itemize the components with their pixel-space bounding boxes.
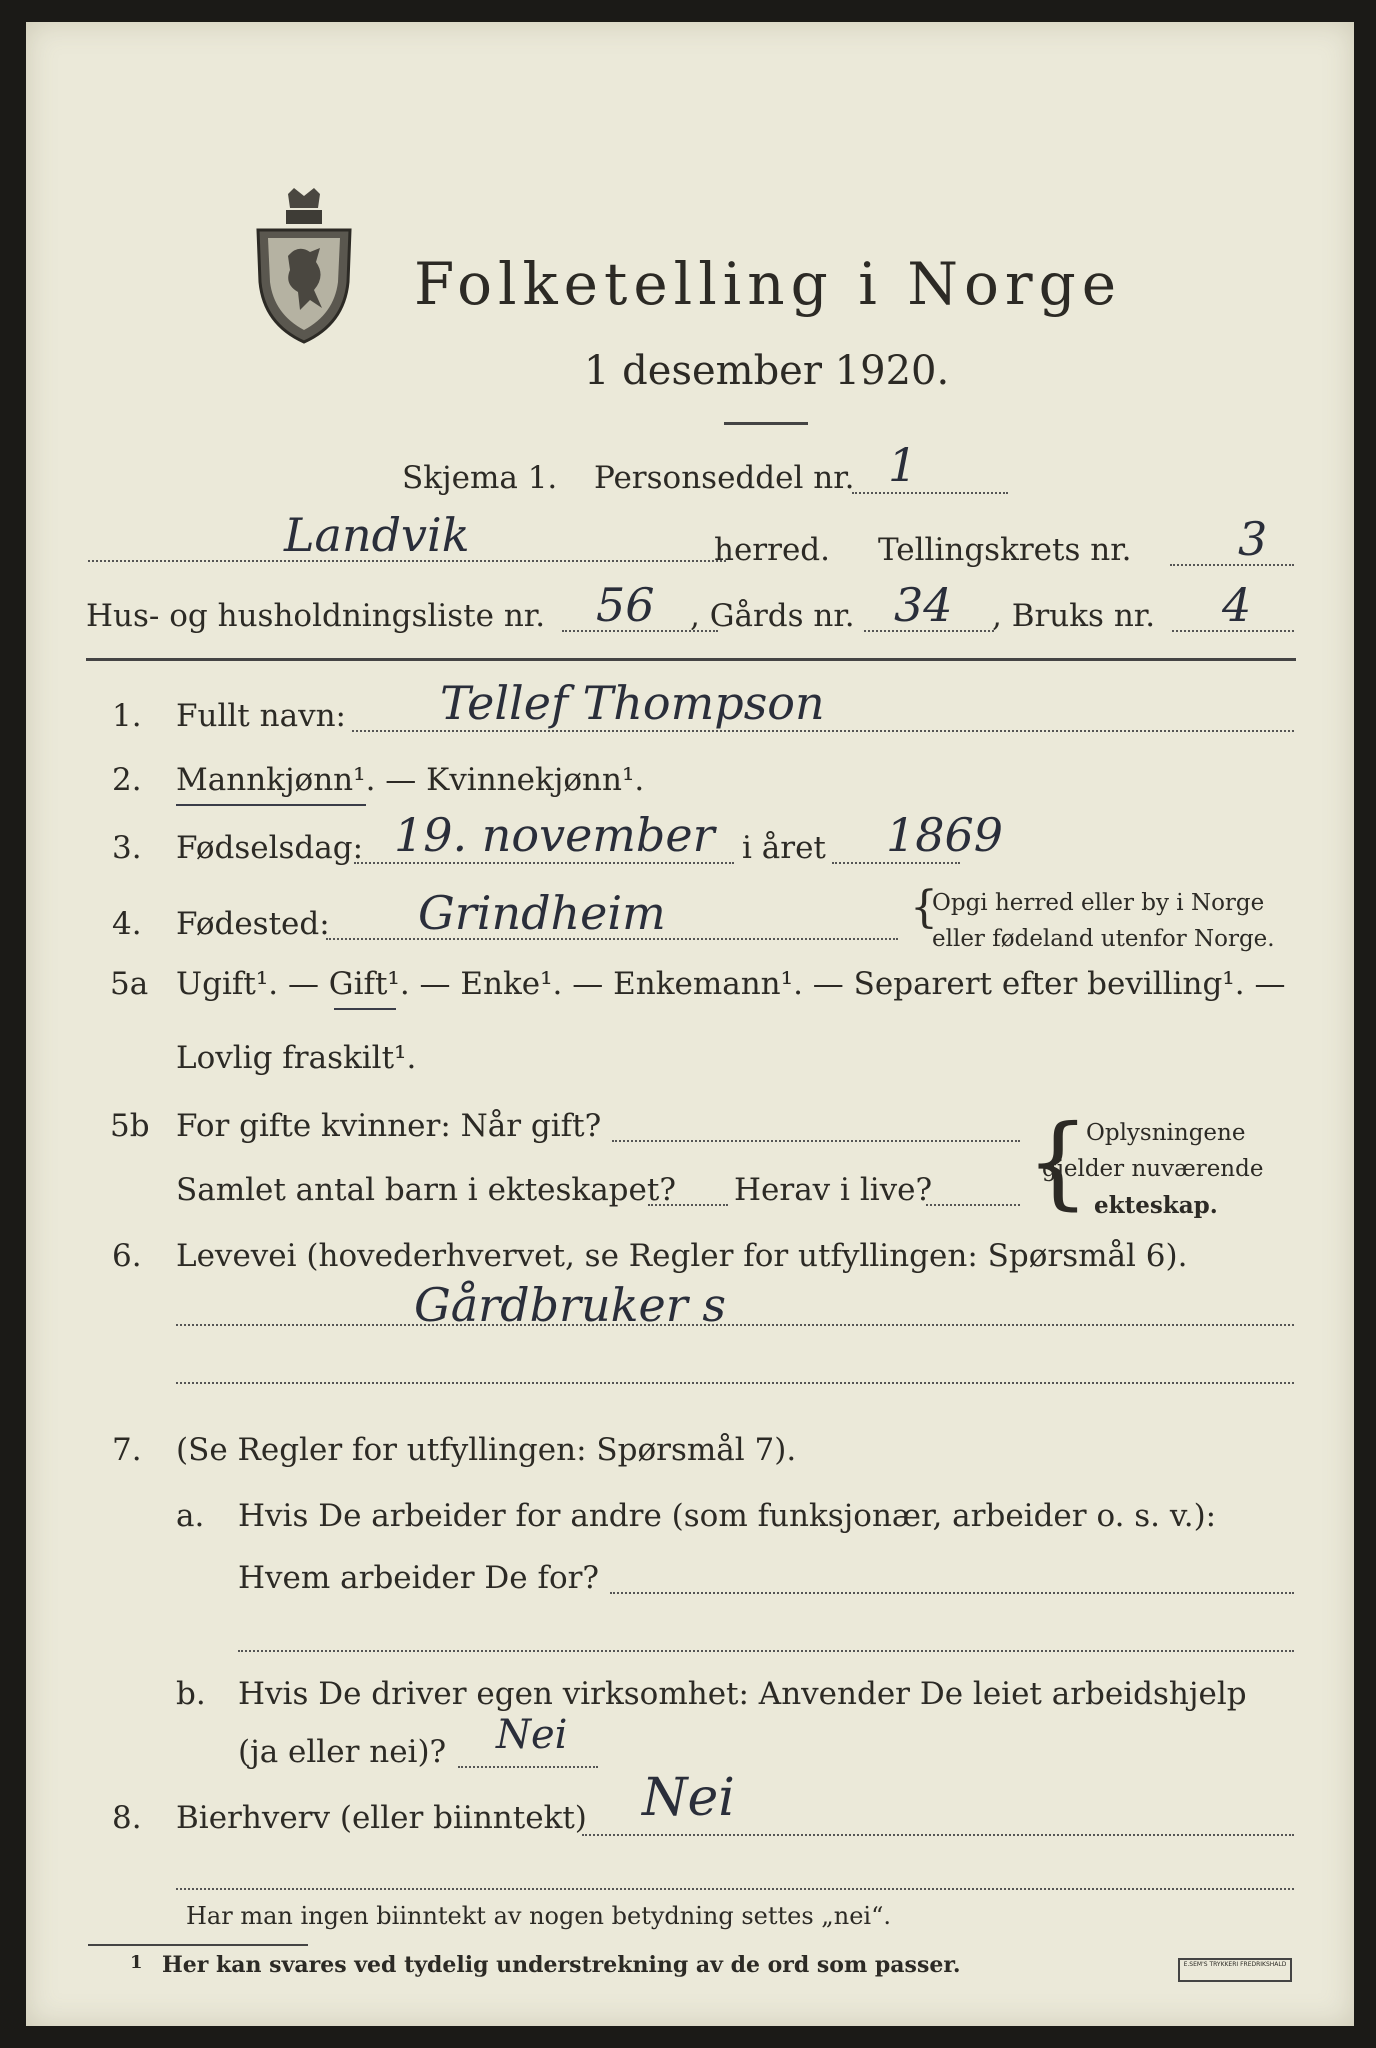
footnote-rule [88, 1944, 308, 1946]
footnote-mark: 1 [130, 1952, 143, 1973]
q4-note-2: eller fødeland utenfor Norge. [932, 926, 1275, 952]
herred-line [88, 560, 726, 562]
personseddel-value: 1 [888, 438, 918, 492]
q4-label: Fødested: [176, 906, 330, 942]
q6-line-1 [176, 1324, 1294, 1326]
q4-value: Grindheim [418, 886, 666, 940]
q6-line-2 [176, 1382, 1294, 1384]
q1-line [352, 730, 1294, 732]
q5b-note-2: gjelder nuværende [1042, 1156, 1264, 1182]
q2-underline [176, 804, 366, 806]
q5b-number: 5b [110, 1108, 150, 1144]
q8-line-2 [176, 1888, 1294, 1890]
q1-label: Fullt navn: [176, 698, 346, 734]
q1-value: Tellef Thompson [440, 676, 825, 730]
q7a-line-2 [238, 1650, 1294, 1652]
personseddel-label: Personseddel nr. [594, 460, 855, 496]
header-rule [86, 658, 1296, 661]
q3-year-value: 1869 [886, 808, 1004, 862]
q2-number: 2. [112, 762, 142, 798]
skjema-label: Skjema 1. [402, 460, 558, 496]
q7a-line-1 [610, 1592, 1294, 1594]
q5b-note-1: Oplysningene [1086, 1120, 1246, 1146]
q5a-label-2: Lovlig fraskilt¹. [176, 1040, 417, 1076]
bruks-line [1172, 630, 1294, 632]
hus-label: Hus- og husholdningsliste nr. [86, 598, 546, 634]
form-title: Folketelling i Norge [414, 250, 1123, 318]
q7b-label-2: (ja eller nei)? [238, 1734, 447, 1770]
q8-label: Bierhverv (eller biinntekt) [176, 1800, 587, 1836]
q5b-label-3: Herav i live? [734, 1172, 933, 1208]
q5b-married-line [612, 1140, 1020, 1142]
q6-label: Levevei (hovederhvervet, se Regler for utfyllingen: Spørsmål 6). [176, 1238, 1188, 1274]
q5a-number: 5a [110, 966, 149, 1002]
q8-line-1 [582, 1834, 1294, 1836]
q7a-number: a. [176, 1498, 205, 1534]
printer-stamp: E.SEM'S TRYKKERI FREDRIKSHALD [1178, 1958, 1292, 1982]
coat-of-arms-icon [248, 186, 360, 346]
q4-number: 4. [112, 906, 142, 942]
q4-line [326, 938, 898, 940]
gards-value: 34 [894, 578, 953, 632]
bruks-value: 4 [1222, 578, 1252, 632]
gards-label: , Gårds nr. [690, 598, 855, 634]
q3-number: 3. [112, 830, 142, 866]
q3-label: Fødselsdag: [176, 830, 364, 866]
tellingskrets-line [1170, 564, 1294, 566]
census-form-page [26, 22, 1354, 2026]
q5b-alive-line [926, 1204, 1020, 1206]
q8-number: 8. [112, 1800, 142, 1836]
q3-year-label: i året [742, 830, 826, 866]
bruks-label: , Bruks nr. [992, 598, 1156, 634]
herred-label: herred. [714, 532, 830, 568]
herred-value: Landvik [284, 508, 470, 562]
q7-number: 7. [112, 1432, 142, 1468]
gards-line [864, 630, 994, 632]
census-date: 1 desember 1920. [584, 348, 950, 394]
hus-value: 56 [596, 578, 655, 632]
tellingskrets-value: 3 [1238, 512, 1268, 566]
q7a-label: Hvis De arbeider for andre (som funksjonær, arbeider o. s. v.): [238, 1498, 1217, 1534]
q4-note-1: Opgi herred eller by i Norge [932, 890, 1265, 916]
q7a-label-2: Hvem arbeider De for? [238, 1560, 600, 1596]
q6-number: 6. [112, 1238, 142, 1274]
title-divider [724, 422, 808, 425]
q5a-label: Ugift¹. — Gift¹. — Enke¹. — Enkemann¹. — Separert efter bevilling¹. — [176, 966, 1286, 1002]
q7b-number: b. [176, 1676, 206, 1712]
q3-year-line [832, 862, 960, 864]
q5b-brace: { [1026, 1103, 1090, 1220]
q2-label: Mannkjønn¹. — Kvinnekjønn¹. [176, 762, 645, 798]
q7-label: (Se Regler for utfyllingen: Spørsmål 7). [176, 1432, 797, 1468]
q5b-label-2: Samlet antal barn i ekteskapet? [176, 1172, 676, 1208]
q7b-value: Nei [496, 1712, 568, 1758]
q3-line [354, 862, 734, 864]
personseddel-line [852, 492, 1008, 494]
q7b-label: Hvis De driver egen virksomhet: Anvender De leiet arbeidshjelp [238, 1676, 1247, 1712]
q1-number: 1. [112, 698, 142, 734]
q7b-line [458, 1766, 598, 1768]
q8-note: Har man ingen biinntekt av nogen betydning settes „nei“. [186, 1902, 891, 1930]
q5b-children-line [648, 1204, 728, 1206]
q8-value: Nei [642, 1768, 735, 1828]
q5b-note-3: ekteskap. [1094, 1192, 1218, 1219]
q3-value: 19. november [394, 808, 715, 862]
footnote-text: Her kan svares ved tydelig understrekning av de ord som passer. [162, 1952, 961, 1978]
q5a-underline [334, 1008, 396, 1010]
q6-value: Gårdbruker s [414, 1278, 726, 1332]
tellingskrets-label: Tellingskrets nr. [878, 532, 1132, 568]
q4-brace: { [910, 882, 938, 933]
q5b-label: For gifte kvinner: Når gift? [176, 1108, 602, 1144]
